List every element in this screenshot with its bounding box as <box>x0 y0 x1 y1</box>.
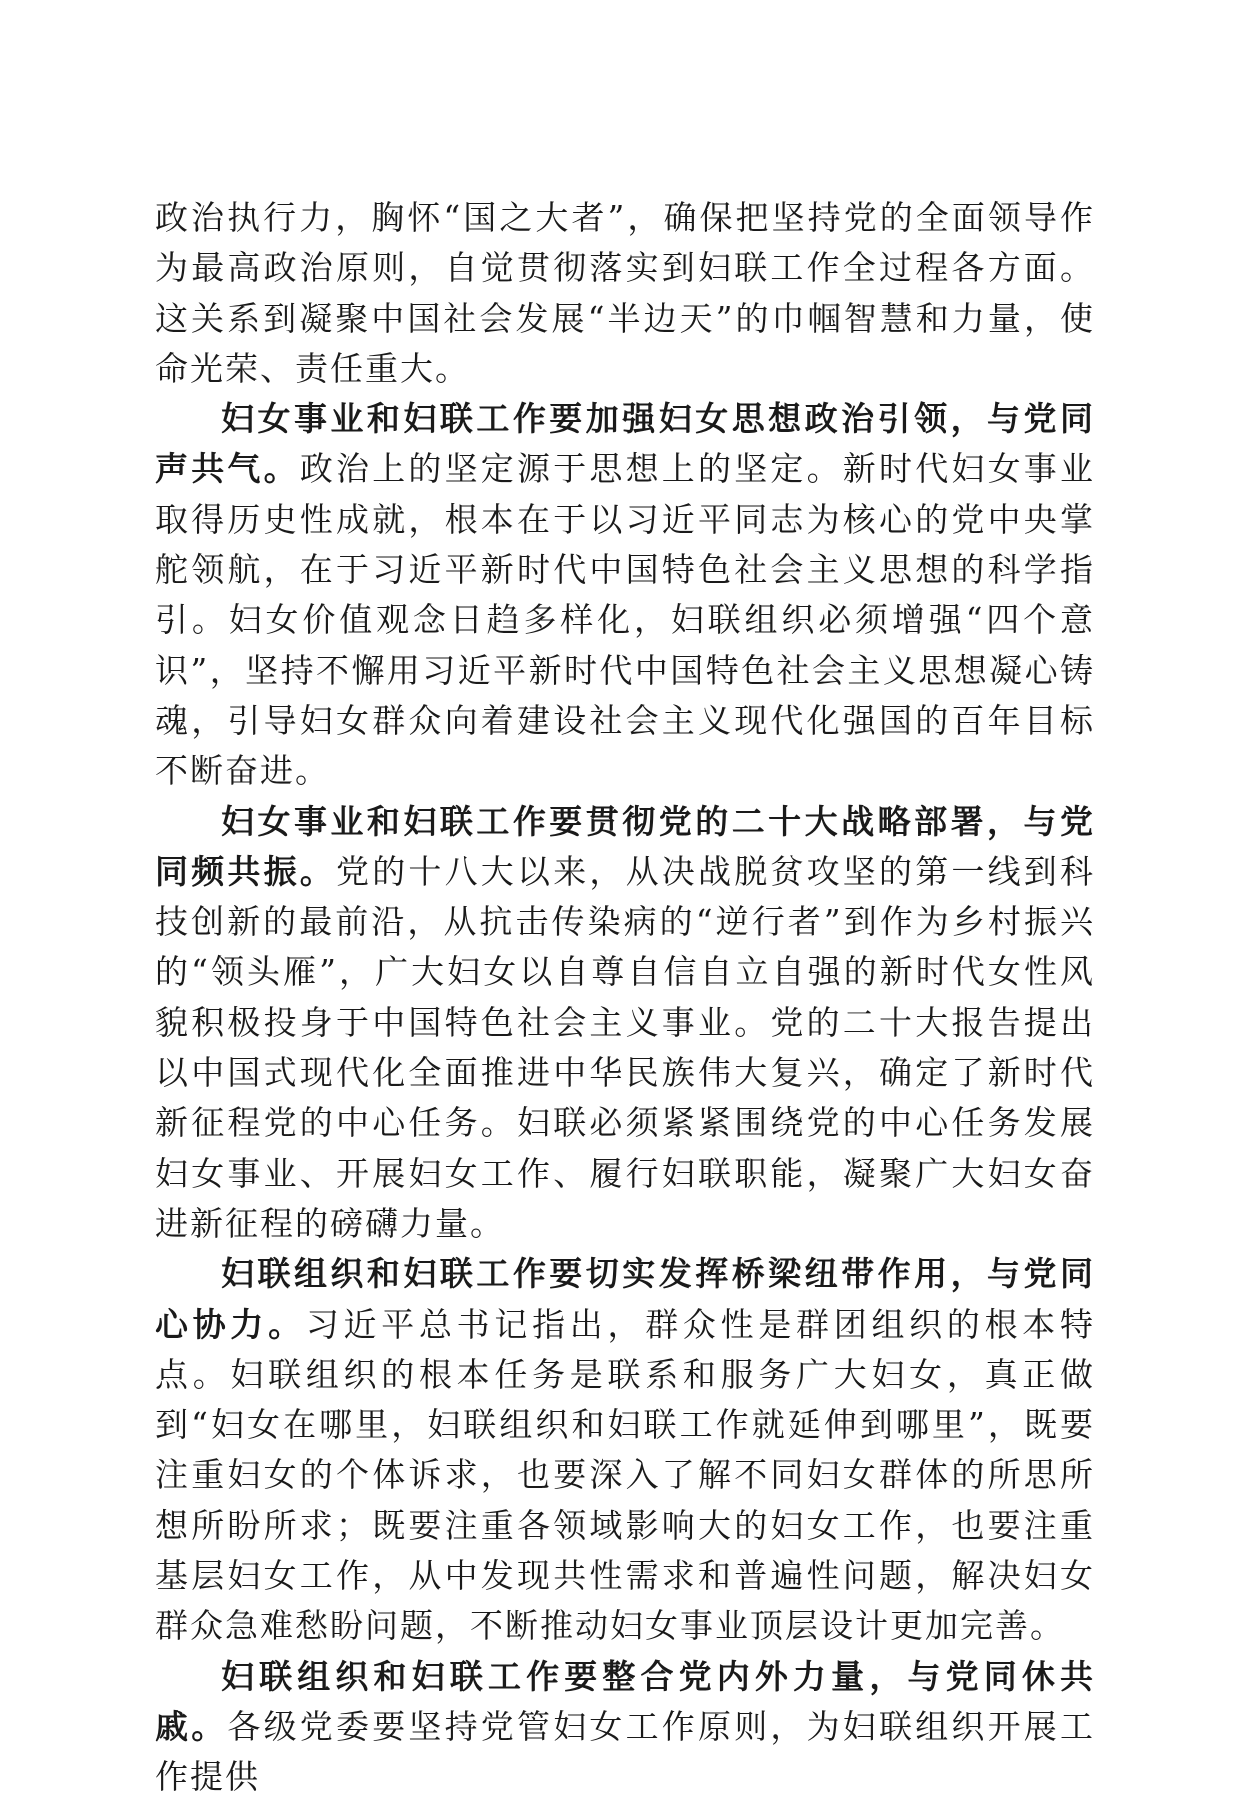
document-body <box>155 193 1095 1803</box>
paragraph-text: 政治执行力，胸怀“国之大者”，确保把坚持党的全面领导作为最高政治原则，自觉贯彻落实到妇联工作全过程各方面。这关系到凝聚中国社会发展“半边天”的巾帼智慧和力量，使命光荣、责任重大。 <box>155 198 1095 388</box>
paragraph-ideological-guidance <box>155 394 1095 796</box>
paragraph-text: 政治上的坚定源于思想上的坚定。新时代妇女事业取得历史性成就，根本在于以习近平同志为核心的党中央掌舵领航，在于习近平新时代中国特色社会主义思想的科学指引。妇女价值观念日趋多样化，妇联组织必须增强“四个意识”，坚持不懈用习近平新时代中国特色社会主义思想凝心铸魂，引导妇女群众向着建设社会主义现代化强国的百年目标不断奋进。 <box>155 449 1096 791</box>
paragraph-continuation <box>155 193 1095 394</box>
paragraph-lead-heading: 妇联组织和妇联工作要切实发挥桥梁纽带作用，与党同心协力。 <box>155 1254 1095 1344</box>
paragraph-integrate-forces <box>155 1652 1095 1803</box>
paragraph-strategic-deployment <box>155 797 1095 1250</box>
paragraph-lead-heading: 妇女事业和妇联工作要加强妇女思想政治引领，与党同声共气。 <box>155 399 1095 489</box>
paragraph-bridge-role <box>155 1249 1095 1651</box>
paragraph-text: 各级党委要坚持党管妇女工作原则，为妇联组织开展工作提供 <box>155 1706 1096 1797</box>
paragraph-lead-heading: 妇女事业和妇联工作要贯彻党的二十大战略部署，与党同频共振。 <box>155 801 1095 891</box>
paragraph-text: 党的十八大以来，从决战脱贫攻坚的第一线到科技创新的最前沿，从抗击传染病的“逆行者”到作为乡村振兴的“领头雁”，广大妇女以自尊自信自立自强的新时代女性风貌积极投身于中国特色社会主义事业。党的二十大报告提出以中国式现代化全面推进中华民族伟大复兴，确定了新时代新征程党的中心任务。妇联必须紧紧围绕党的中心任务发展妇女事业、开展妇女工作、履行妇联职能，凝聚广大妇女奋进新征程的磅礴力量。 <box>155 851 1095 1243</box>
paragraph-text: 习近平总书记指出，群众性是群团组织的根本特点。妇联组织的根本任务是联系和服务广大妇女，真正做到“妇女在哪里，妇联组织和妇联工作就延伸到哪里”，既要注重妇女的个体诉求，也要深入了解不同妇女群体的所思所想所盼所求；既要注重各领域影响大的妇女工作，也要注重基层妇女工作，从中发现共性需求和普遍性问题，解决妇女群众急难愁盼问题，不断推动妇女事业顶层设计更加完善。 <box>155 1304 1096 1646</box>
paragraph-lead-heading: 妇联组织和妇联工作要整合党内外力量，与党同休共戚。 <box>155 1656 1095 1746</box>
